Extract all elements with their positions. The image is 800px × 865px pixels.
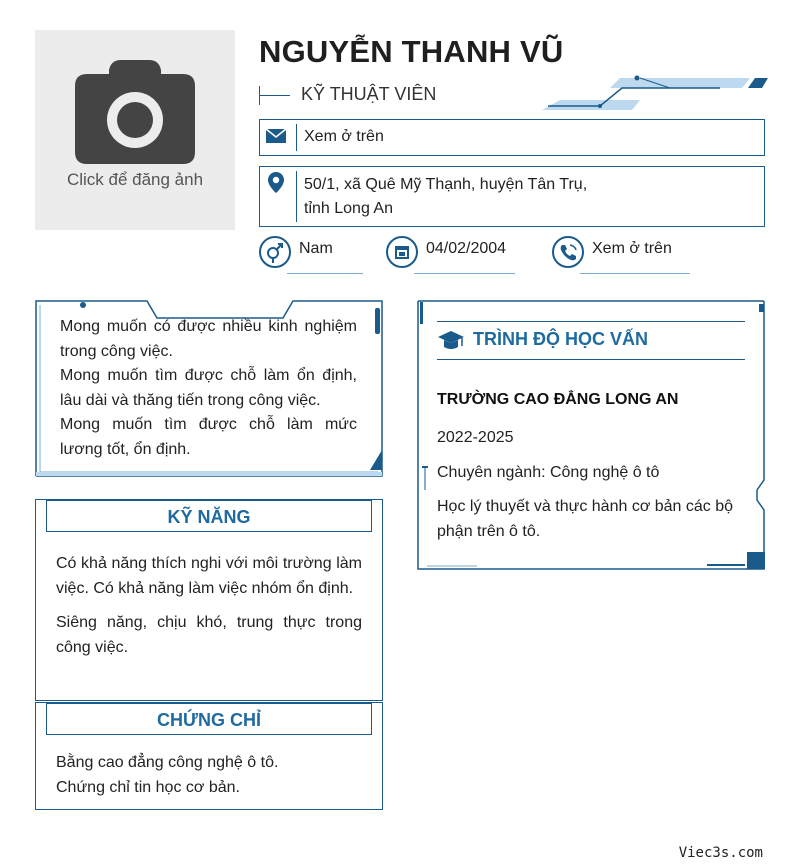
education-header (437, 321, 745, 360)
phone-value: Xem ở trên (592, 240, 672, 257)
school-name: TRƯỜNG CAO ĐẲNG LONG AN (437, 391, 679, 408)
camera-icon (75, 60, 195, 165)
calendar-icon (386, 236, 418, 268)
photo-upload[interactable] (35, 30, 235, 230)
graduation-cap-icon (437, 328, 465, 354)
address-line-1: 50/1, xã Quê Mỹ Thạnh, huyện Tân Trụ, (304, 176, 588, 193)
skills-paragraph: Siêng năng, chịu khó, trung thực trong công việc. (56, 614, 362, 656)
skills-body (56, 552, 362, 670)
certificates-body (56, 751, 362, 800)
email-value: Xem ở trên (304, 128, 384, 145)
phone-icon (552, 236, 584, 268)
education-description: Học lý thuyết và thực hành cơ bản các bộ phận trên ô tô. (437, 498, 734, 540)
study-years: 2022-2025 (437, 429, 514, 446)
education-heading: TRÌNH ĐỘ HỌC VẤN (473, 329, 648, 349)
photo-caption: Click để đăng ảnh (66, 170, 204, 189)
skills-header (46, 500, 372, 532)
gender-icon (259, 236, 291, 268)
major: Chuyên ngành: Công nghệ ô tô (437, 464, 660, 481)
gender-info (259, 236, 369, 276)
skills-paragraph: Có khả năng thích nghi với môi trường làm việc. Có khả năng làm việc nhóm ổn định. (56, 555, 362, 597)
envelope-icon (264, 124, 288, 148)
objective-line: Mong muốn tìm được chỗ làm ổn định, lâu dài và thăng tiến trong công việc. (60, 367, 357, 409)
circuit-decoration (540, 72, 770, 114)
address-value (304, 173, 744, 221)
certificates-header (46, 703, 372, 735)
certificate-item: Chứng chỉ tin học cơ bản. (56, 778, 240, 796)
address-field (259, 166, 765, 227)
certificate-item: Bằng cao đẳng công nghệ ô tô. (56, 754, 279, 771)
gender-value: Nam (299, 240, 333, 257)
objective-line: Mong muốn có được nhiều kinh nghiệm trong công việc. (60, 318, 357, 360)
education-section (417, 300, 765, 570)
job-title: KỸ THUẬT VIÊN (301, 84, 437, 104)
birthdate-info (386, 236, 521, 276)
candidate-name: NGUYỄN THANH VŨ (259, 34, 564, 69)
objective-text (60, 315, 357, 462)
skills-heading: KỸ NĂNG (167, 507, 251, 527)
certificates-heading: CHỨNG CHỈ (157, 710, 261, 730)
objective-line: Mong muốn tìm được chỗ làm mức lương tốt, ổn định. (60, 416, 357, 458)
objective-section (35, 300, 383, 477)
skills-section (35, 499, 383, 701)
email-field (259, 119, 765, 156)
location-pin-icon (264, 171, 288, 195)
birthdate-value: 04/02/2004 (426, 240, 507, 257)
address-line-2: tỉnh Long An (304, 200, 393, 217)
footer-brand: Viec3s.com (678, 845, 763, 861)
phone-info (552, 236, 692, 276)
certificates-section (35, 702, 383, 810)
